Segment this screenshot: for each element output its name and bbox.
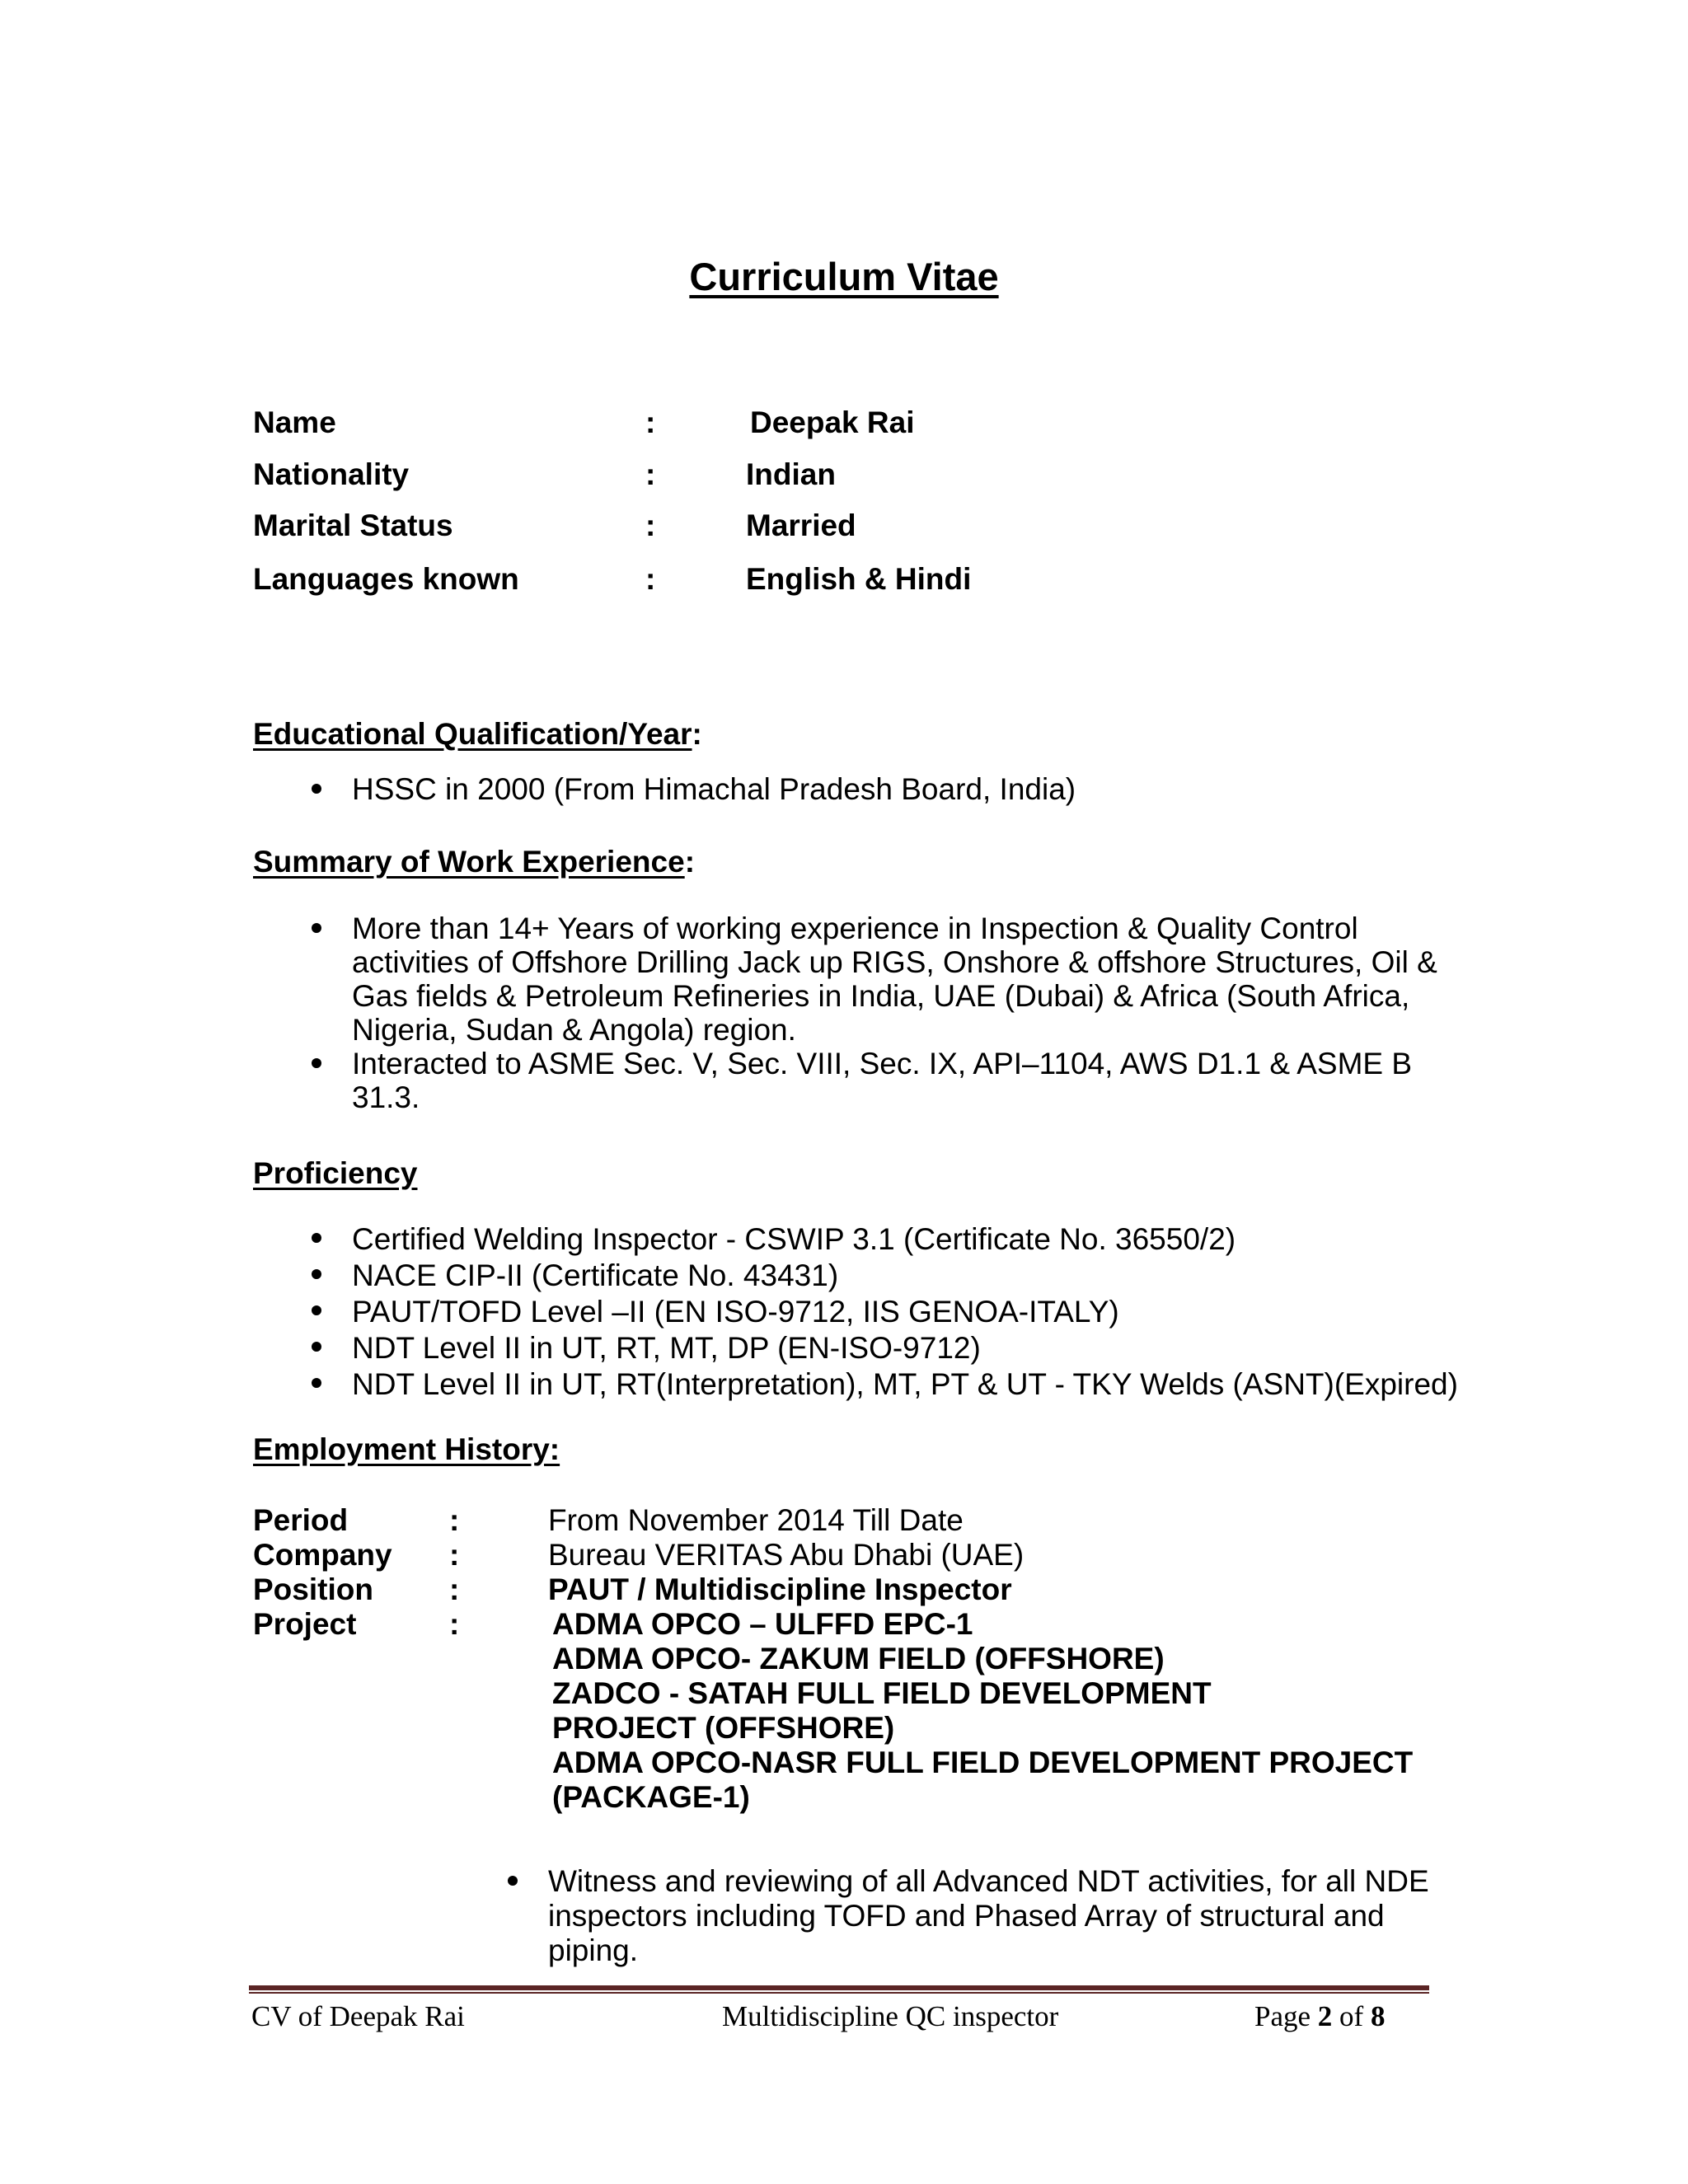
marital-status-colon: :: [645, 509, 656, 542]
marital-status-value: Married: [746, 509, 856, 542]
nationality-label: Nationality: [253, 457, 410, 491]
list-item: HSSC in 2000 (From Himachal Pradesh Board, India): [253, 772, 1465, 806]
education-list: [253, 772, 1465, 806]
company-label: Company: [253, 1538, 392, 1572]
company-colon: :: [449, 1538, 460, 1572]
name-colon: :: [645, 405, 656, 439]
page-prefix: Page: [1254, 2000, 1311, 2032]
period-label: Period: [253, 1503, 349, 1537]
employment-heading-text: Employment History:: [253, 1432, 560, 1466]
proficiency-list: [253, 1221, 1489, 1403]
project-line: ADMA OPCO – ULFFD EPC-1: [552, 1607, 973, 1641]
list-item: Certified Welding Inspector - CSWIP 3.1 (Certificate No. 36550/2): [253, 1221, 1489, 1258]
project-line: ZADCO - SATAH FULL FIELD DEVELOPMENT: [552, 1676, 1212, 1710]
summary-heading-colon: :: [684, 845, 696, 879]
project-colon: :: [449, 1607, 460, 1641]
list-item: NDT Level II in UT, RT(Interpretation), MT, PT & UT - TKY Welds (ASNT)(Expired): [253, 1366, 1489, 1403]
education-heading-colon: :: [692, 717, 702, 751]
education-heading: [253, 717, 702, 752]
project-line: PROJECT (OFFSHORE): [552, 1711, 895, 1745]
duties-list: [449, 1864, 1438, 1968]
position-value: PAUT / Multidiscipline Inspector: [548, 1572, 1012, 1606]
list-item: NDT Level II in UT, RT, MT, DP (EN-ISO-9712): [253, 1330, 1489, 1366]
summary-heading: [253, 845, 695, 879]
project-label: Project: [253, 1607, 357, 1641]
footer-page-number: [1254, 2000, 1385, 2033]
page-total: 8: [1370, 2000, 1386, 2032]
project-line: (PACKAGE-1): [552, 1780, 750, 1814]
footer-left: CV of Deepak Rai: [251, 2000, 465, 2032]
name-label: Name: [253, 405, 336, 439]
nationality-colon: :: [645, 457, 656, 491]
position-colon: :: [449, 1572, 460, 1606]
list-item: NACE CIP-II (Certificate No. 43431): [253, 1258, 1489, 1294]
education-heading-text: Educational Qualification/Year: [253, 717, 692, 751]
page-current: 2: [1317, 2000, 1333, 2032]
list-item: PAUT/TOFD Level –II (EN ISO-9712, IIS GENOA-ITALY): [253, 1294, 1489, 1330]
languages-label: Languages known: [253, 562, 519, 596]
summary-list: [253, 912, 1465, 1114]
employment-heading: [253, 1432, 560, 1467]
project-line: ADMA OPCO- ZAKUM FIELD (OFFSHORE): [552, 1642, 1165, 1675]
name-value: Deepak Rai: [750, 405, 915, 439]
footer-rule-thin: [249, 1992, 1429, 1994]
list-item: Interacted to ASME Sec. V, Sec. VIII, Sec. IX, API–1104, AWS D1.1 & ASME B 31.3.: [253, 1047, 1465, 1114]
footer-rule: [249, 1985, 1429, 1990]
company-value: Bureau VERITAS Abu Dhabi (UAE): [548, 1538, 1025, 1572]
period-colon: :: [449, 1503, 460, 1537]
languages-colon: :: [645, 562, 656, 596]
nationality-value: Indian: [746, 457, 836, 491]
project-line: ADMA OPCO-NASR FULL FIELD DEVELOPMENT PROJECT: [552, 1746, 1414, 1779]
marital-status-label: Marital Status: [253, 509, 453, 542]
footer-center: Multidiscipline QC inspector: [722, 2000, 1059, 2032]
summary-heading-text: Summary of Work Experience: [253, 845, 685, 879]
project-list: [552, 1607, 1413, 1815]
period-value: From November 2014 Till Date: [548, 1503, 964, 1537]
list-item: Witness and reviewing of all Advanced NDT activities, for all NDE inspectors including TOFD and Phased Array of structural and piping.: [449, 1864, 1438, 1968]
page-of: of: [1339, 2000, 1364, 2032]
proficiency-heading-text: Proficiency: [253, 1156, 418, 1190]
document-title: Curriculum Vitae: [689, 255, 999, 298]
proficiency-heading: [253, 1156, 417, 1191]
languages-value: English & Hindi: [746, 562, 972, 596]
list-item: More than 14+ Years of working experience in Inspection & Quality Control activities of Offshore Drilling Jack up RIGS, Onshore & offshore Structures, Oil & Gas fields & Petroleum Refineries in India, UAE (Dubai) & Africa (South Africa, Nigeria, Sudan & Angola) region.: [253, 912, 1465, 1047]
position-label: Position: [253, 1572, 373, 1606]
